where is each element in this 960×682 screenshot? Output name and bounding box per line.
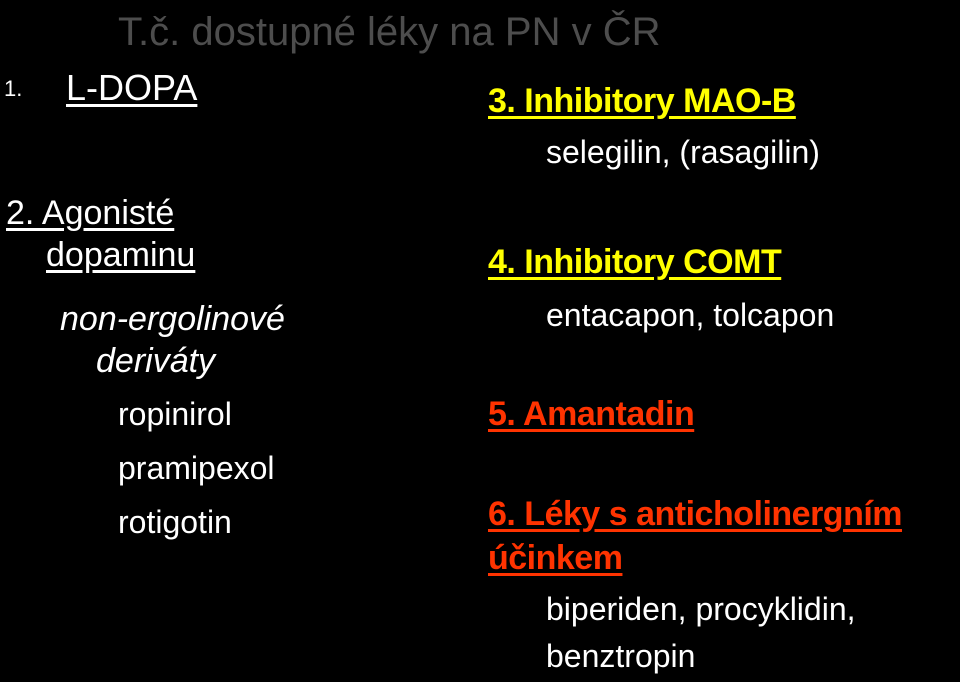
item-2-line-1: 2. Agonisté [6,194,175,232]
item-3-heading: 3. Inhibitory MAO-B [488,82,796,120]
slide-title: T.č. dostupné léky na PN v ČR [118,10,661,54]
item-6-heading-line-1: 6. Léky s anticholinergním [488,495,903,533]
item-2-subheading-line-1: non-ergolinové [60,300,285,338]
item-6-sub-line-1: biperiden, procyklidin, [546,591,856,627]
item-6-heading-line-2: účinkem [488,539,623,577]
item-3-sub: selegilin, (rasagilin) [546,134,820,170]
drug-rotigotin: rotigotin [118,504,232,540]
item-1-text: L-DOPA [66,67,198,108]
item-4-sub: entacapon, tolcapon [546,297,835,333]
item-5-heading: 5. Amantadin [488,395,695,433]
item-2-subheading-line-2: deriváty [96,342,216,380]
item-6-sub-line-2: benztropin [546,638,696,674]
item-2-line-2: dopaminu [46,236,196,274]
drug-pramipexol: pramipexol [118,450,275,486]
drug-ropinirol: ropinirol [118,396,232,432]
item-1-number: 1. [4,76,23,101]
item-4-heading: 4. Inhibitory COMT [488,243,782,281]
